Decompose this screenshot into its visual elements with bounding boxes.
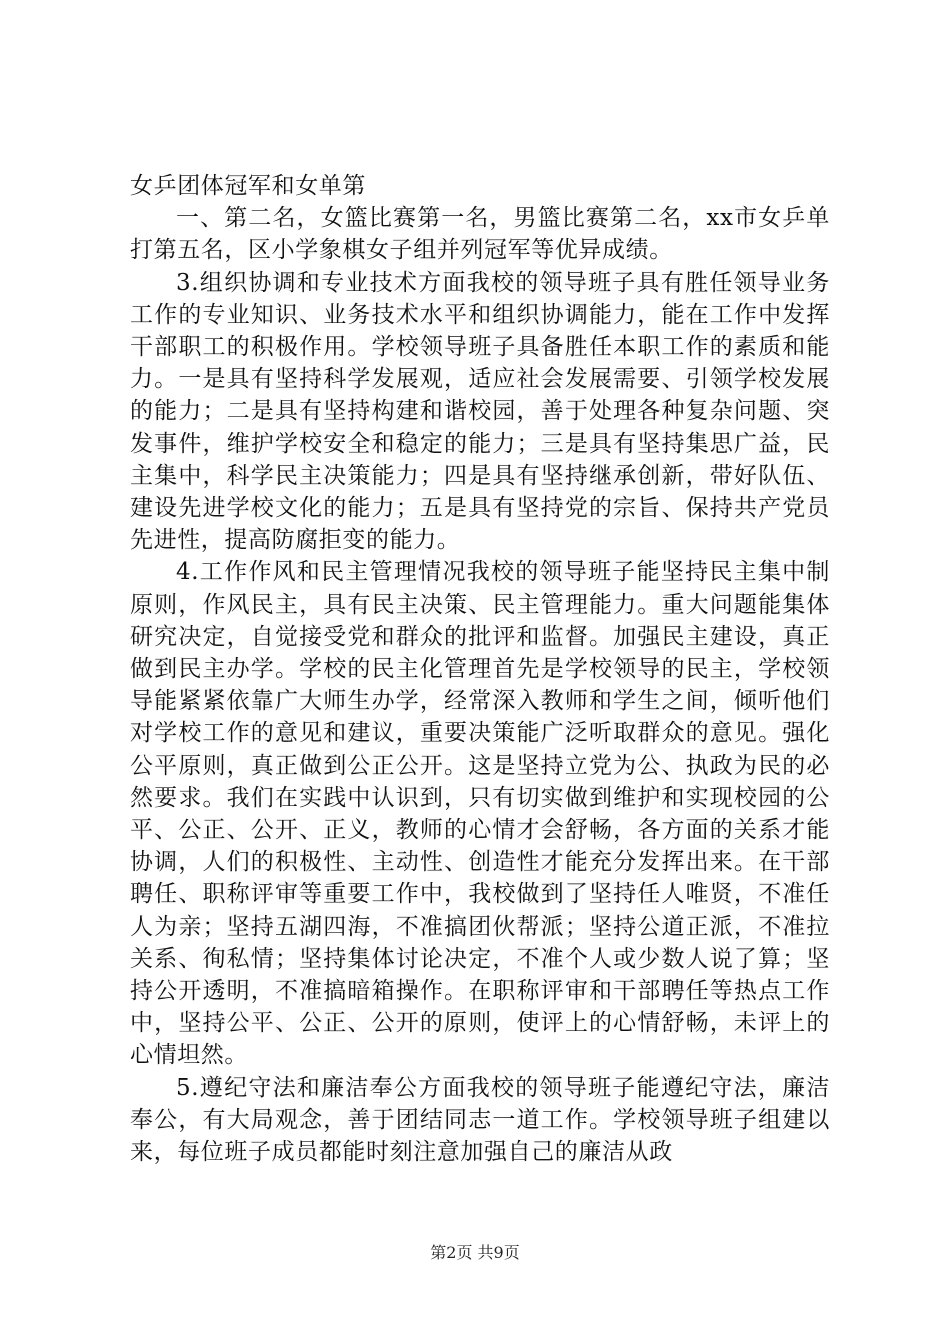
document-body: [130, 170, 830, 1168]
paragraph-section-4: 4.工作作风和民主管理情况我校的领导班子能坚持民主集中制原则，作风民主，具有民主决策、民主管理能力。重大问题能集体研究决定，自觉接受党和群众的批评和监督。加强民主建设，真正做到民主办学。学校的民主化管理首先是学校领导的民主，学校领导能紧紧依靠广大师生办学，经常深入教师和学生之间，倾听他们对学校工作的意见和建议，重要决策能广泛听取群众的意见。强化公平原则，真正做到公正公开。这是坚持立党为公、执政为民的必然要求。我们在实践中认识到，只有切实做到维护和实现校园的公平、公正、公开、正义，教师的心情才会舒畅，各方面的关系才能协调，人们的积极性、主动性、创造性才能充分发挥出来。在干部聘任、职称评审等重要工作中，我校做到了坚持任人唯贤，不准任人为亲；坚持五湖四海，不准搞团伙帮派；坚持公道正派，不准拉关系、徇私情；坚持集体讨论决定，不准个人或少数人说了算；坚持公开透明，不准搞暗箱操作。在职称评审和干部聘任等热点工作中，坚持公平、公正、公开的原则，使评上的心情舒畅，未评上的心情坦然。: [130, 559, 830, 1069]
paragraph-section-3: 3.组织协调和专业技术方面我校的领导班子具有胜任领导业务工作的专业知识、业务技术水平和组织协调能力，能在工作中发挥干部职工的积极作用。学校领导班子具备胜任本职工作的素质和能力。一是具有坚持科学发展观，适应社会发展需要、引领学校发展的能力；二是具有坚持构建和谐校园，善于处理各种复杂问题、突发事件，维护学校安全和稳定的能力；三是具有坚持集思广益，民主集中，科学民主决策能力；四是具有坚持继承创新，带好队伍、建设先进学校文化的能力；五是具有坚持党的宗旨、保持共产党员先进性，提高防腐拒变的能力。: [130, 269, 830, 554]
paragraph-rankings: 一、第二名，女篮比赛第一名，男篮比赛第二名，xx市女乒单打第五名，区小学象棋女子组并列冠军等优异成绩。: [130, 205, 830, 264]
paragraph-section-5: 5.遵纪守法和廉洁奉公方面我校的领导班子能遵纪守法，廉洁奉公，有大局观念，善于团结同志一道工作。学校领导班子组建以来，每位班子成员都能时刻注意加强自己的廉洁从政: [130, 1074, 830, 1166]
paragraph-continuation: 女乒团体冠军和女单第: [130, 173, 366, 199]
page-number-footer: 第2页 共9页: [430, 1243, 520, 1262]
